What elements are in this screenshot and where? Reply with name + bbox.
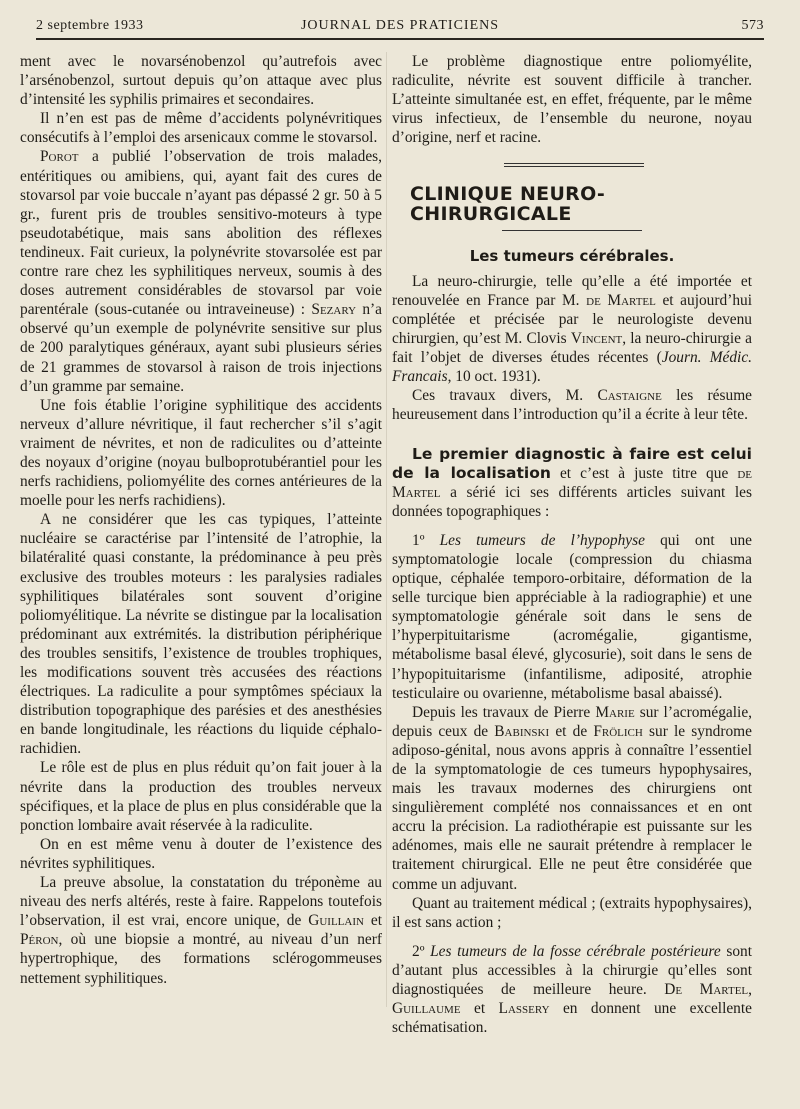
text-run: et aujourd’hui complétée et précisée par le neurologiste devenu chirurgien, qu’est M. Clovis bbox=[392, 291, 752, 348]
paragraph: Le problème diagnostique entre poliomyélite, radiculite, névrite est souvent difficile à trancher. L’atteinte simultanée est, en effet, fréquente, par le même virus infectieux, de l’ensemble du neurone, noyau d’origine, nerf et racine. bbox=[392, 53, 752, 147]
item-heading: Les tumeurs de l’hypophyse bbox=[439, 531, 645, 549]
text-run: La preuve absolue, la constatation du tréponème au niveau des nerfs altérés, reste à faire. Rappelons toutefois l’observation, il est vrai, encore unique, de bbox=[20, 874, 382, 930]
spacer bbox=[392, 521, 752, 531]
text-run: sont d’autant plus accessibles à la chirurgie qu’elles sont diagnostiquées de meilleure heure. bbox=[392, 942, 752, 999]
author-name: Marie bbox=[595, 703, 635, 721]
text-run: sur l’acromégalie, depuis ceux de bbox=[392, 703, 752, 740]
text-run: les résume heureusement dans l’introduction qu’il a écrite à leur tête. bbox=[392, 387, 752, 424]
journal-reference: Journ. Médic. Francais bbox=[392, 349, 752, 386]
text-run: , bbox=[748, 981, 752, 999]
paragraph bbox=[392, 703, 752, 894]
text-run: La neuro-chirurgie, telle qu’elle a été importée et renouvelée en France par M. bbox=[392, 272, 752, 309]
left-column bbox=[20, 52, 382, 988]
author-name: Guillain bbox=[308, 912, 364, 930]
paragraph: Il n’en est pas de même d’accidents polynévritiques consécutifs à l’emploi des arsenicaux comme le stovarsol. bbox=[20, 110, 382, 147]
paragraph: Une fois établie l’origine syphilitique des accidents nerveux d’allure névritique, il faut rechercher s’il s’agit vraiment de névrites, et non de radiculites ou d’atteinte des noyaux d’origine (noyau bulboprotubérantiel pour les nerfs rachidiens, poliomyélite des cornes antérieures de la moelle pour les nerfs rachidiens). bbox=[20, 396, 382, 510]
text-run: et de bbox=[549, 722, 594, 740]
paragraph: Le rôle est de plus en plus réduit qu’on fait jouer à la névrite dans la production des troubles nerveux spécifiques, et la place de plus en plus considérable que la ponction lombaire avait réservée à la radiculite. bbox=[20, 759, 382, 834]
running-header bbox=[36, 14, 764, 36]
paragraph: Quant au traitement médical ; (extraits hypophysaires), il est sans action ; bbox=[392, 894, 752, 931]
author-name: Péron bbox=[20, 931, 59, 949]
author-name: Castaigne bbox=[597, 387, 662, 405]
paragraph bbox=[392, 386, 752, 424]
article-subtitle: Les tumeurs cérébrales. bbox=[469, 246, 675, 265]
item-heading: Les tumeurs de la fosse cérébrale postérieure bbox=[430, 942, 721, 960]
text-run: , 10 oct. 1931). bbox=[447, 368, 541, 386]
paragraph: On en est même venu à douter de l’existence des névrites syphilitiques. bbox=[20, 835, 382, 872]
text-run: , où une biopsie a montré, au niveau d’un nerf hypertrophique, des formations sclérogommeuses nettement syphilitiques. bbox=[20, 931, 382, 987]
author-name: De Martel bbox=[664, 981, 749, 999]
right-column bbox=[392, 52, 752, 1037]
list-number: 1º bbox=[412, 531, 440, 549]
paragraph: ment avec le novarsénobenzol qu’autrefois avec l’arsénobenzol, surtout depuis qu’on attaque avec plus d’intensité les syphilis primaires et secondaires. bbox=[20, 53, 382, 109]
text-run: sur le syndrome adiposo-génital, nous avons appris à connaître l’essentiel de la symptomatologie de ces tumeurs hypophysaires, mais les travaux modernes des chirurgiens ont singulièrement complété nos connaissances et en ont accru la précision. La radiothérapie est puissante sur les adénomes, mais elle ne saurait prétendre à remplacer le traitement chirurgical. Elle ne peut être considérée que comme un adjuvant. bbox=[392, 722, 752, 893]
paragraph bbox=[392, 445, 752, 521]
author-name: Babinski bbox=[494, 722, 550, 740]
paragraph bbox=[20, 873, 382, 988]
header-rule bbox=[36, 38, 764, 40]
author-name: de Martel bbox=[392, 464, 752, 501]
paragraph: A ne considérer que les cas typiques, l’atteinte nucléaire se caractérise par l’intensité de l’atrophie, la bilatéralité quasi constante, la prédominance à peu près exclusive des troubles moteurs : les paralysies radiales syphilitiques bilatérales sont souvent d’origine poliomyélitique. La névrite se distingue par la localisation prédominant aux extrémités. la distribution périphérique des troubles sensitifs, l’existence de troubles trophiques, les modifications souvent très accusées des réactions électriques. La radiculite a pour symptômes spéciaux la distribution topographique des parésies et des anesthésies en bande longitudinale, les réactions du liquide céphalo-rachidien. bbox=[20, 511, 382, 758]
author-name: Guillaume bbox=[392, 1000, 461, 1018]
paragraph bbox=[392, 272, 752, 387]
header-journal-title: JOURNAL DES PRATICIENS bbox=[300, 18, 500, 33]
title-rule bbox=[502, 230, 642, 231]
text-run: et bbox=[460, 1000, 499, 1018]
author-name: Porot bbox=[40, 148, 79, 166]
text-run: et bbox=[363, 912, 382, 930]
text-run: Ces travaux divers, M. bbox=[412, 387, 598, 405]
spacer bbox=[392, 932, 752, 942]
paragraph bbox=[392, 942, 752, 1037]
paragraph bbox=[392, 531, 752, 703]
author-name: Sezary bbox=[311, 301, 357, 319]
bold-lead: Le premier diagnostic à faire est celui de la localisation bbox=[392, 444, 752, 482]
spacer bbox=[392, 425, 752, 445]
author-name: Frölich bbox=[593, 722, 643, 740]
author-name: Vincent bbox=[570, 330, 623, 348]
paragraph bbox=[20, 147, 382, 395]
column-separator bbox=[386, 52, 387, 1007]
section-divider bbox=[504, 163, 644, 167]
text-run: en donnent une excellente schématisation. bbox=[392, 1000, 752, 1037]
text-run: , la neuro-chirurgie a fait l’objet de diverses études récentes ( bbox=[392, 330, 752, 367]
text-run: Depuis les travaux de Pierre bbox=[412, 703, 596, 721]
text-run: a sérié ici ses différents articles suivant les données topographiques : bbox=[392, 483, 752, 520]
text-run: qui ont une symptomatologie locale (compression du chiasma optique, céphalée temporo-orbitaire, déformation de la selle turcique bien appréciable à la radiographie) et une symptomatologie générale soit dans le sens de l’hyperpituitarisme (acromégalie, gigantisme, métabolisme basal élevé, glycosurie), soit dans le sens de l’hypopituitarisme (infantilisme, adiposité, atrophie testiculaire ou ovarienne, métabolisme basal abaissé). bbox=[392, 531, 752, 702]
section-title: CLINIQUE NEURO-CHIRURGICALE bbox=[410, 183, 606, 225]
author-name: Lassery bbox=[498, 1000, 550, 1018]
list-number: 2º bbox=[412, 942, 431, 960]
text-run: a publié l’observation de trois malades, entéritiques ou amibiens, qui, ayant fait des cures de stovarsol par voie buccale n’ayant pas dépassé 2 gr. 50 à 5 gr., furent pris de troubles sensitivo-moteurs à type pseudotabétique, mais sans abolition des réflexes tendineux. Fait curieux, la polynévrite stovarsolée est par contre rare chez les syphilitiques nerveux, soumis à des doses autrement considérables de stovarsol par voie parentérale (sous-cutanée ou intraveineuse) : bbox=[20, 148, 382, 319]
author-name: de Martel bbox=[586, 291, 656, 309]
header-page-number: 573 bbox=[741, 18, 764, 33]
text-run: et c’est à juste titre que bbox=[550, 464, 738, 482]
header-date: 2 septembre 1933 bbox=[36, 18, 144, 33]
text-run: n’a observé qu’un exemple de polynévrite sensitive sur plus de 200 paralytiques généraux, ayant subi plusieurs séries de 21 grammes de stovarsol à raison de trois injections d’un gramme par semaine. bbox=[20, 301, 383, 395]
